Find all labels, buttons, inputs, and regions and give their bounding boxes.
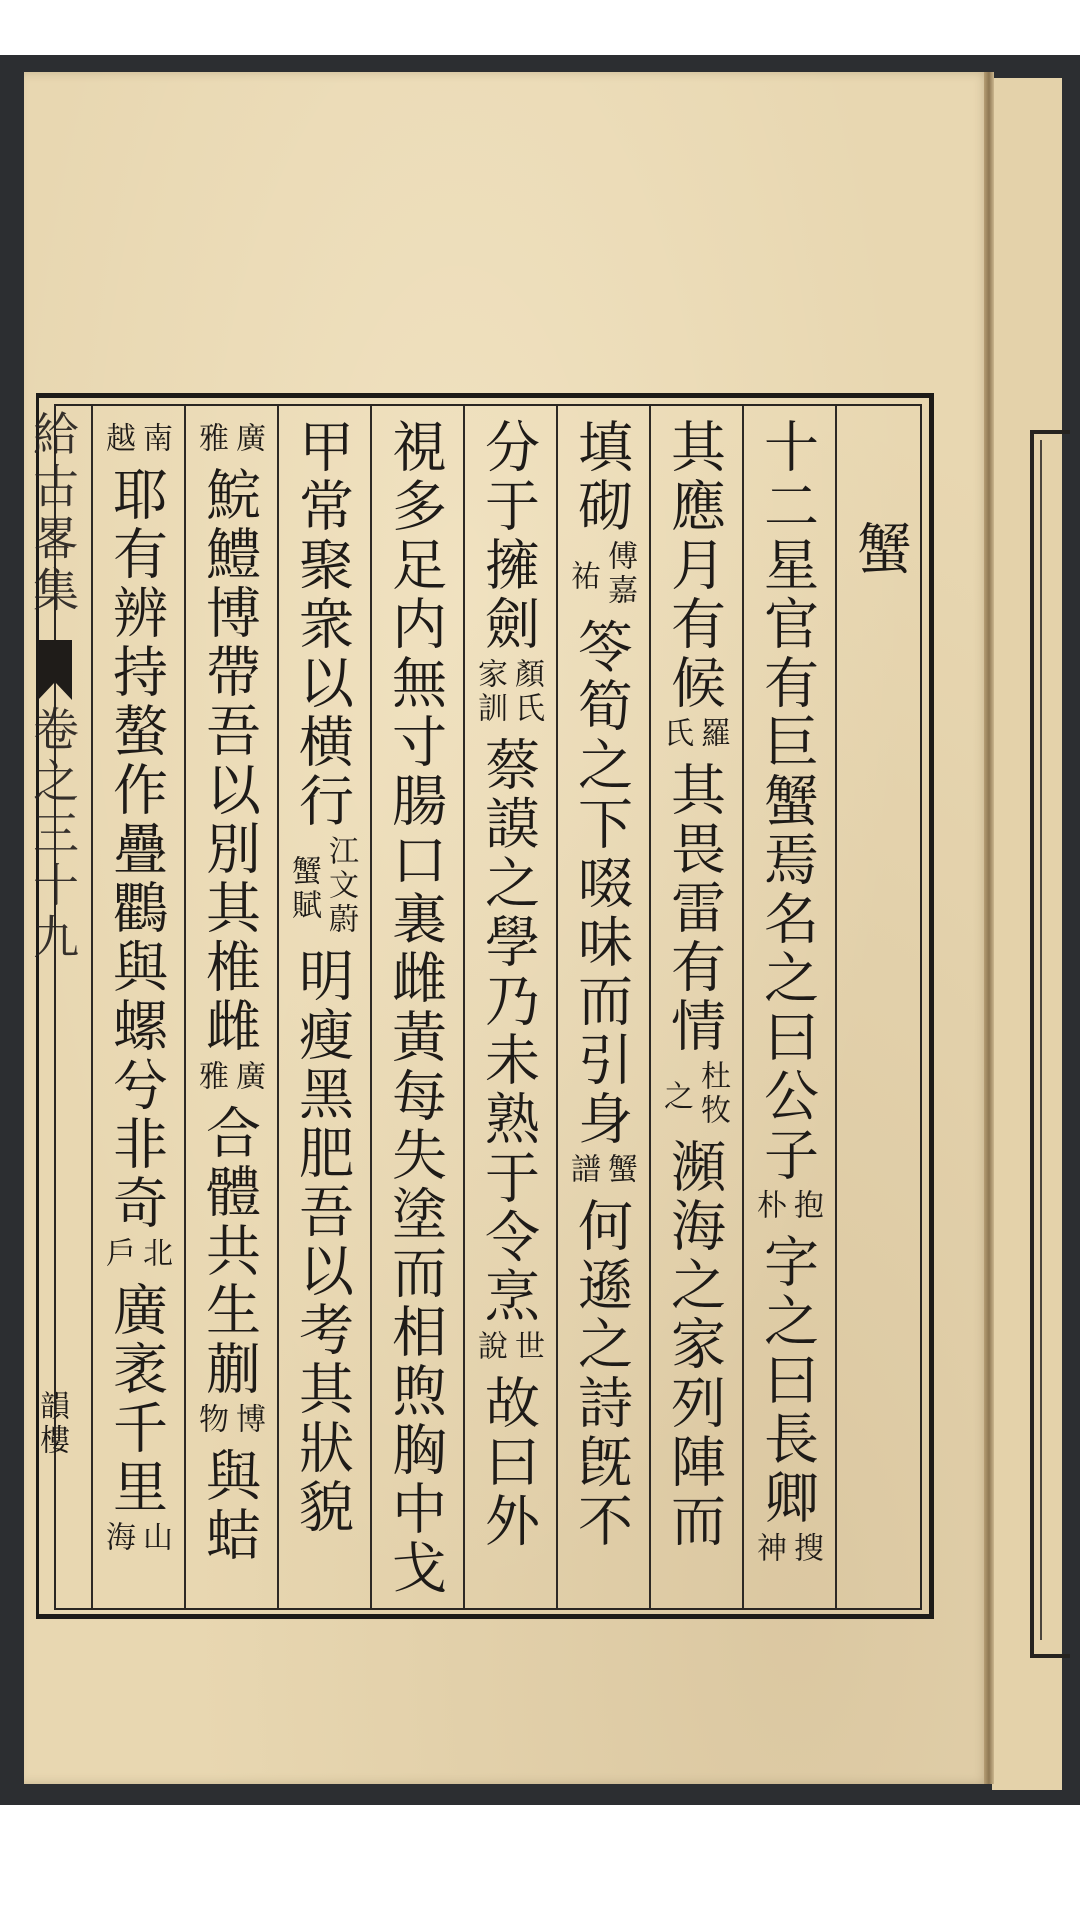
entry-heading: 蟹: [848, 520, 912, 579]
book-gutter: [984, 72, 994, 1784]
main-text: 瀕海之家列陣而: [662, 1138, 726, 1551]
main-text: 填砌: [569, 418, 633, 536]
annotation-right: 北: [137, 1237, 172, 1271]
main-text: 耶有辨持螯作疊鸜與螺兮非奇: [104, 466, 168, 1233]
annotation-right: 抱: [788, 1189, 823, 1223]
spine-volume: 卷之三十九: [26, 705, 80, 965]
annotation-left: 雅: [193, 422, 228, 456]
main-text: 甲常聚衆以横行: [290, 418, 354, 831]
annotation-left: 海: [100, 1521, 135, 1555]
annotation-right: 南: [137, 422, 172, 456]
column-divider: [184, 406, 186, 1608]
main-text: 蔡謨之學乃未熟于令烹: [476, 736, 540, 1326]
annotation-left: 氏: [658, 717, 693, 751]
annotation-right: 世: [509, 1330, 544, 1364]
annotation-right: 搜: [788, 1532, 823, 1566]
annotation-left: 物: [193, 1403, 228, 1437]
main-text: 合體共生蒯: [197, 1104, 261, 1399]
annotation-right: 蟹: [602, 1153, 637, 1187]
main-text: 十二星官有巨蟹焉名之曰公子: [755, 418, 819, 1185]
spine-publisher: 韻樓: [34, 1390, 69, 1458]
annotation-right: 山: [137, 1521, 172, 1555]
annotation-left: 家訓: [472, 658, 507, 726]
main-text: 分于擁劍: [476, 418, 540, 654]
spine-title: 給古畧集: [26, 410, 80, 618]
main-text: 視多足内無寸腸口裏雌黃每失塗而相煦胸中戈: [383, 418, 447, 1598]
annotation-right: 廣: [230, 1060, 265, 1094]
annotation-right: 顏氏: [509, 658, 544, 726]
column-divider: [835, 406, 837, 1608]
annotation-left: 戶: [100, 1237, 135, 1271]
facing-page-inner-line: [1040, 440, 1066, 1640]
column-divider: [649, 406, 651, 1608]
main-text: 其畏雷有情: [662, 761, 726, 1056]
annotation-left: 譜: [565, 1153, 600, 1187]
column-divider: [742, 406, 744, 1608]
annotation-right: 博: [230, 1403, 265, 1437]
annotation-left: 祐: [565, 560, 600, 595]
column-divider: [91, 406, 93, 1608]
column-divider: [370, 406, 372, 1608]
main-text: 字之曰長卿: [755, 1233, 819, 1528]
main-text: 鯇鱧博帶吾以別其椎雌: [197, 466, 261, 1056]
annotation-right: 杜牧: [695, 1060, 730, 1128]
main-text: 其應月有候: [662, 418, 726, 713]
column-divider: [556, 406, 558, 1608]
main-text: 與蛣: [197, 1447, 261, 1565]
annotation-right: 廣: [230, 422, 265, 456]
annotation-left: 越: [100, 422, 135, 456]
main-text: 何遜之詩旣不: [569, 1197, 633, 1551]
main-text: 明瘦黑肥吾以考其狀貌: [290, 947, 354, 1537]
column-divider: [277, 406, 279, 1608]
annotation-left: 說: [472, 1330, 507, 1364]
annotation-left: 之: [658, 1080, 693, 1115]
annotation-left: 神: [751, 1532, 786, 1566]
annotation-right: 江文蔚: [323, 835, 358, 937]
main-text: 笭筍之下啜味而引身: [569, 618, 633, 1149]
column-divider: [463, 406, 465, 1608]
annotation-left: 雅: [193, 1060, 228, 1094]
annotation-right: 羅: [695, 717, 730, 751]
annotation-left: 蟹賦: [286, 855, 321, 924]
main-text: 廣袤千里: [104, 1281, 168, 1517]
main-text: 故曰外: [476, 1374, 540, 1551]
annotation-right: 傅嘉: [602, 540, 637, 608]
annotation-left: 朴: [751, 1189, 786, 1223]
